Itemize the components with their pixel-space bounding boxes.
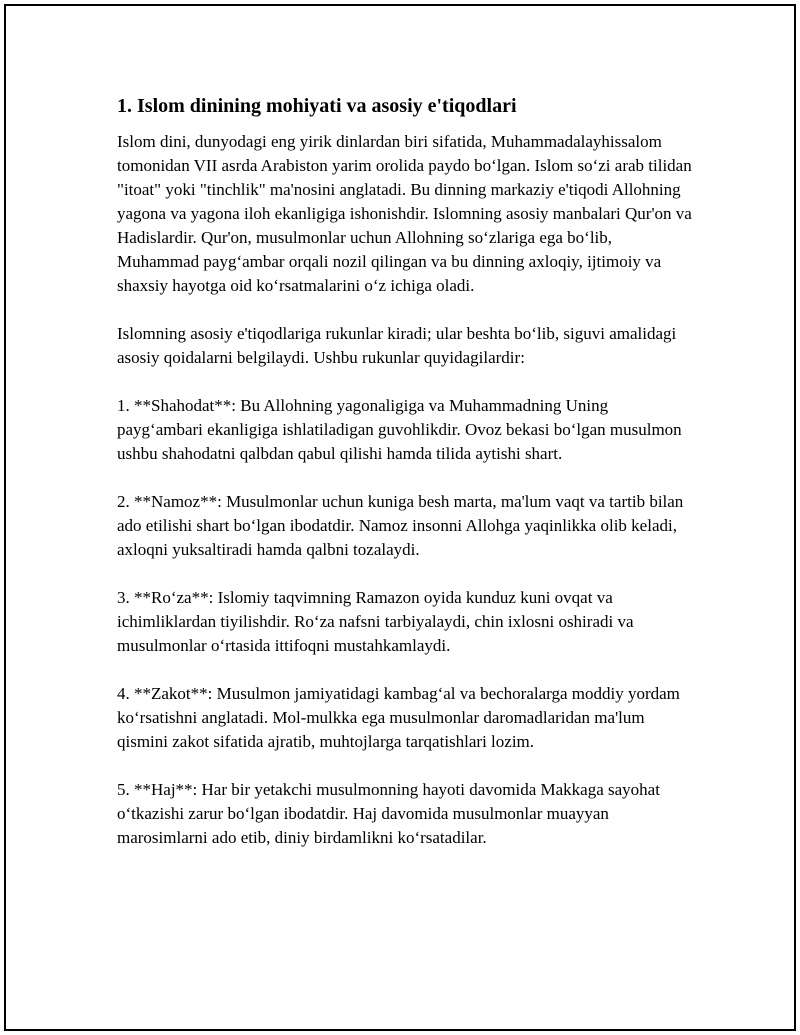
pillar-namoz-paragraph: 2. **Namoz**: Musulmonlar uchun kuniga besh marta, ma'lum vaqt va tartib bilan ado etilishi shart boʻlgan ibodatdir. Namoz insonni Allohga yaqinlikka olib keladi, axloqni yuksaltiradi hamda qalbni tozalaydi. bbox=[117, 492, 684, 559]
intro-paragraph: Islom dini, dunyodagi eng yirik dinlardan biri sifatida, Muhammadalayhissalom tomonidan VII asrda Arabiston yarim orolida paydo boʻlgan. Islom soʻzi arab tilidan "itoat" yoki "tinchlik" ma'nosini anglatadi. Bu dinning markaziy e'tiqodi Allohning yagona va yagona iloh ekanligiga ishonishdir. Islomning asosiy manbalari Qur'on va Hadislardir. Qur'on, musulmonlar uchun Allohning soʻzlariga ega boʻlib, Muhammad paygʻambar orqali nozil qilingan va bu dinning axloqiy, ijtimoiy va shaxsiy hayotga oid koʻrsatmalarini oʻz ichiga oladi. bbox=[117, 132, 692, 295]
pillar-haj-paragraph: 5. **Haj**: Har bir yetakchi musulmonning hayoti davomida Makkaga sayohat oʻtkazishi zarur boʻlgan ibodatdir. Haj davomida musulmonlar muayyan marosimlarni ado etib, diniy birdamlikni koʻrsatadilar. bbox=[117, 780, 660, 847]
pillar-zakot-paragraph: 4. **Zakot**: Musulmon jamiyatidagi kambagʻal va bechoralarga moddiy yordam koʻrsatishni anglatadi. Mol-mulkka ega musulmonlar daromadlaridan ma'lum qismini zakot sifatida ajratib, muhtojlarga tarqatishlari lozim. bbox=[117, 684, 680, 751]
pillar-shahodat-paragraph: 1. **Shahodat**: Bu Allohning yagonaligiga va Muhammadning Uning paygʻambari ekanligiga ishlatiladigan guvohlikdir. Ovoz bekasi boʻlgan musulmon ushbu shahodatni qalbdan qabul qilishi hamda tilida aytishi shart. bbox=[117, 396, 682, 463]
pillar-roza-paragraph: 3. **Roʻza**: Islomiy taqvimning Ramazon oyida kunduz kuni ovqat va ichimliklardan tiyilishdir. Roʻza nafsni tarbiyalaydi, chin ixlosni oshiradi va musulmonlar oʻrtasida ittifoqni mustahkamlaydi. bbox=[117, 588, 634, 655]
pillars-intro-paragraph: Islomning asosiy e'tiqodlariga rukunlar kiradi; ular beshta boʻlib, siguvi amalidagi asosiy qoidalarni belgilaydi. Ushbu rukunlar quyidagilardir: bbox=[117, 324, 677, 367]
document-body bbox=[117, 92, 692, 850]
section-heading: 1. Islom dinining mohiyati va asosiy e'tiqodlari bbox=[117, 95, 517, 117]
